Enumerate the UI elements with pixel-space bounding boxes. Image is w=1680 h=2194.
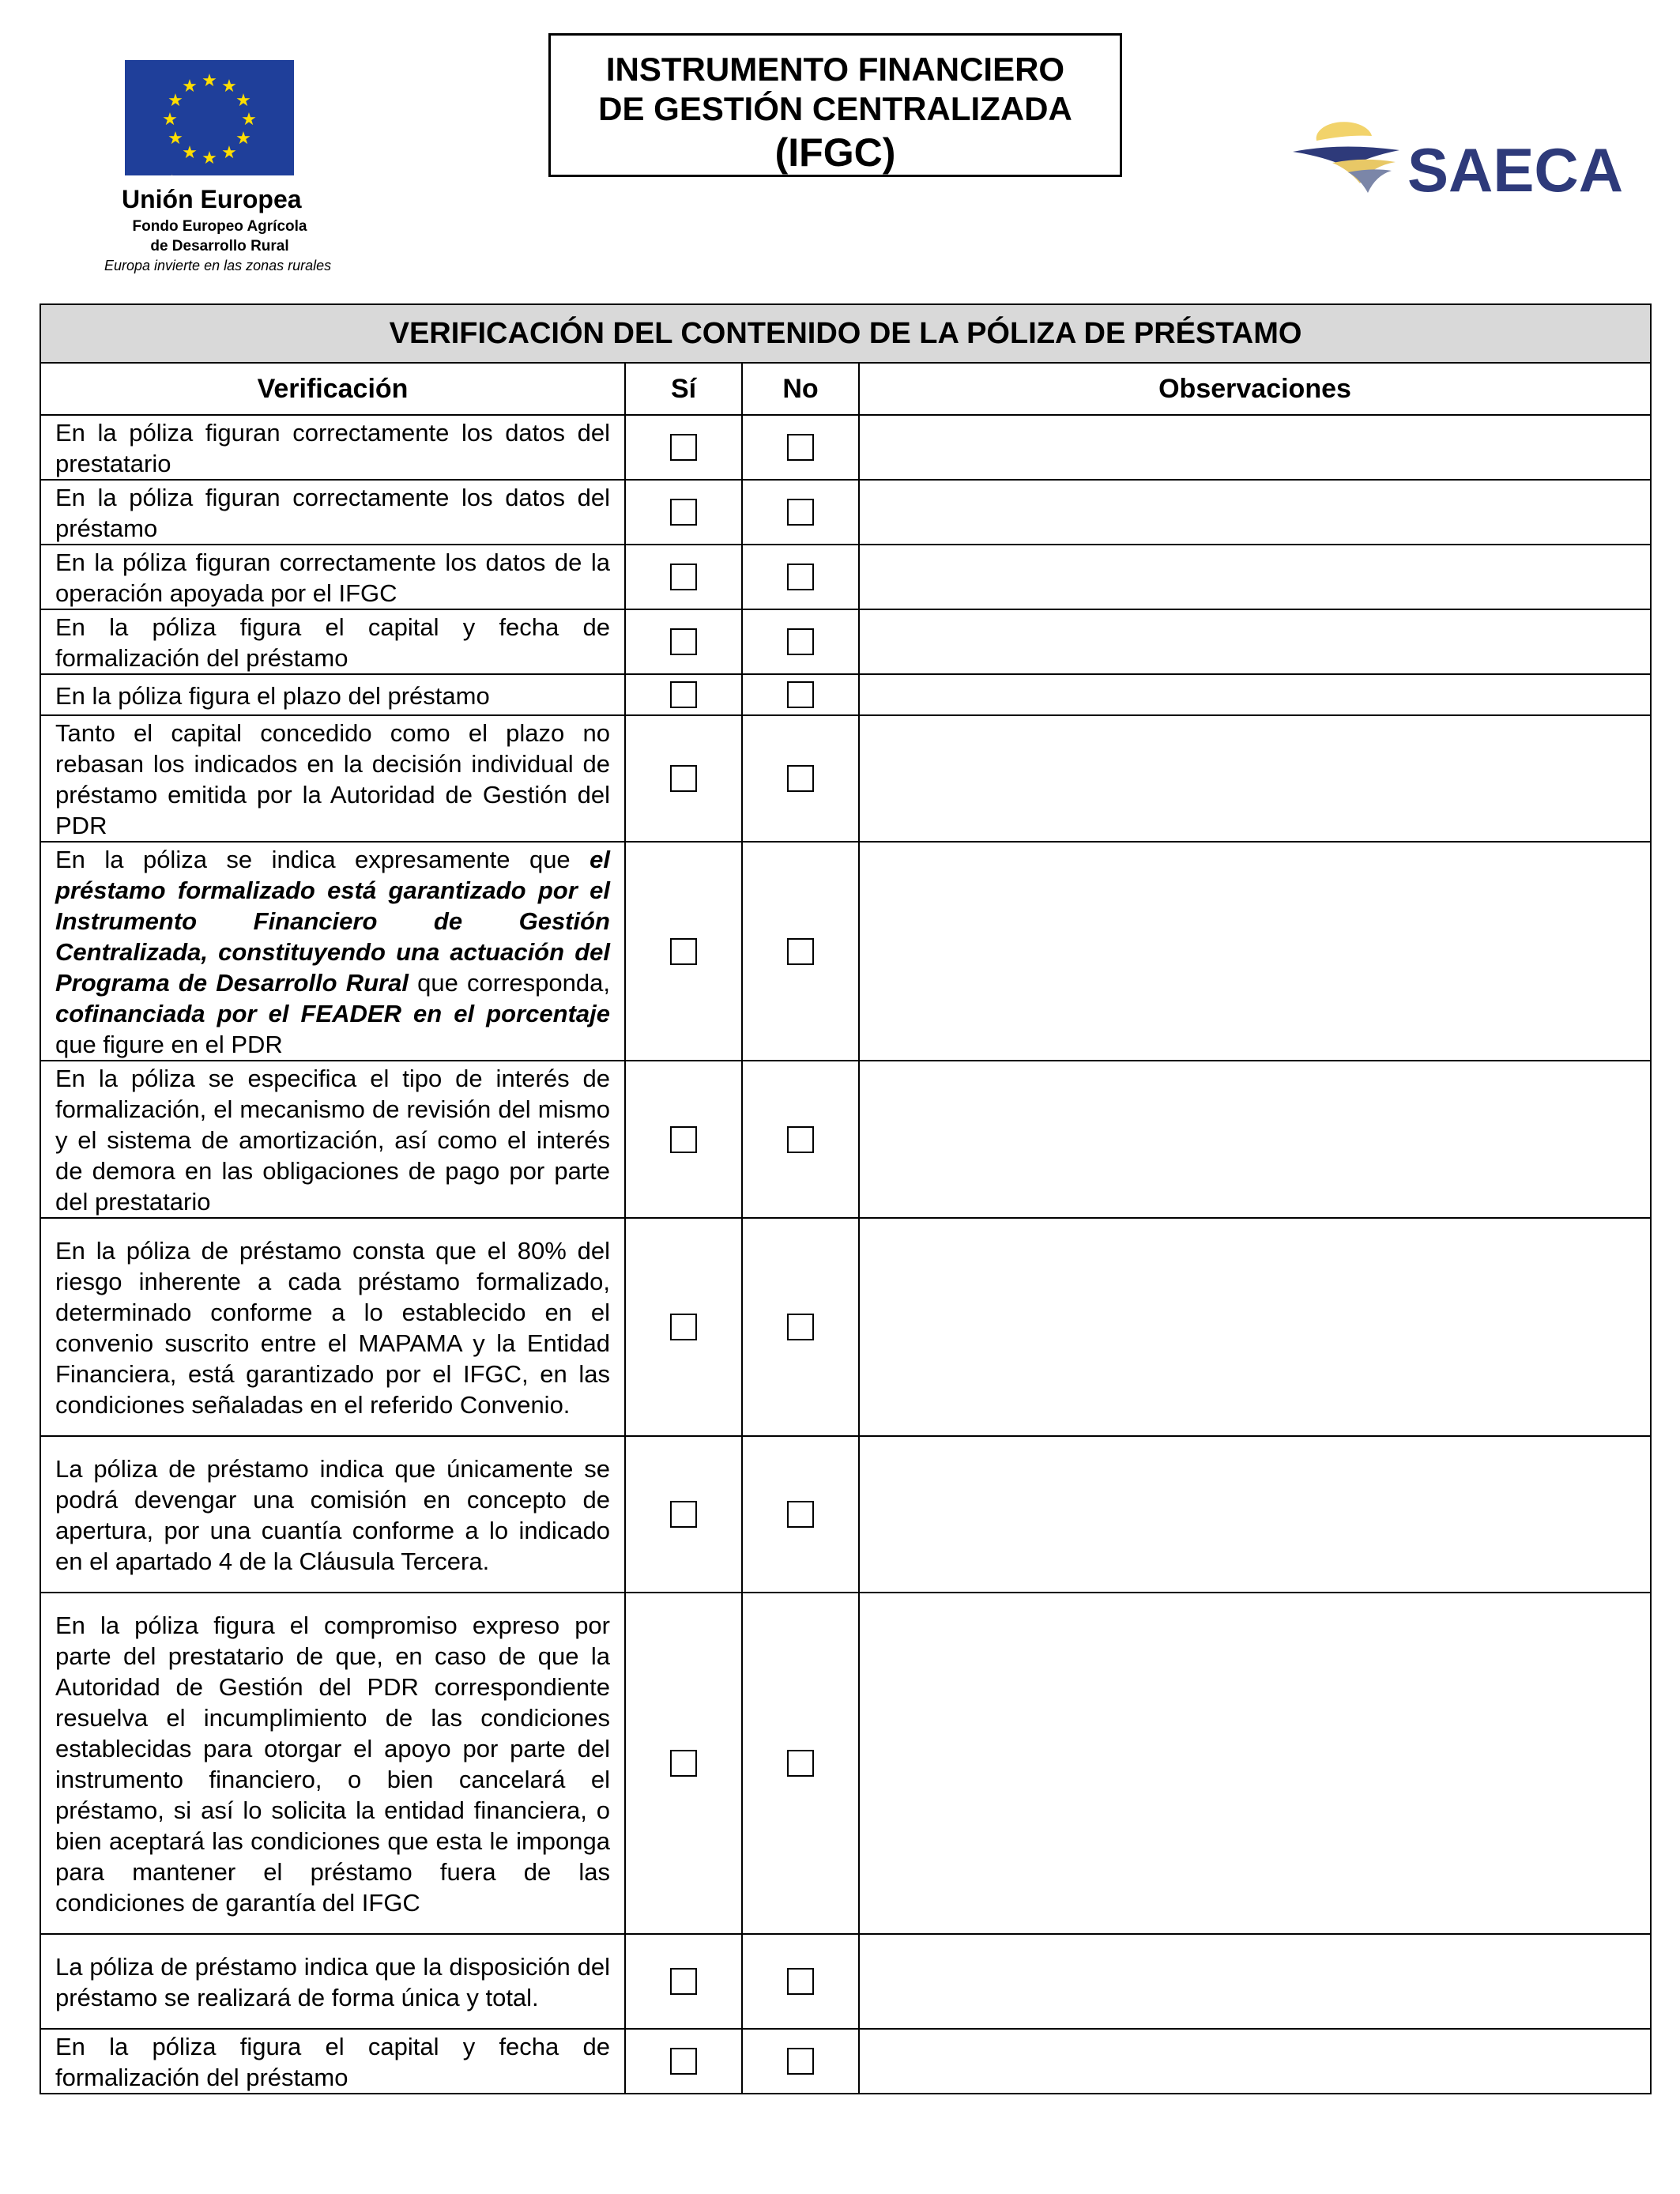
verification-text: La póliza de préstamo indica que la disposición del préstamo se realizará de forma única y total. [40, 1934, 625, 2029]
column-header-verification: Verificación [40, 363, 625, 415]
yes-checkbox[interactable] [670, 499, 697, 526]
yes-checkbox[interactable] [670, 1968, 697, 1995]
yes-checkbox[interactable] [670, 938, 697, 965]
table-row [40, 715, 1651, 842]
observations-field[interactable] [859, 609, 1651, 674]
yes-checkbox[interactable] [670, 765, 697, 792]
svg-text:★: ★ [221, 143, 237, 163]
no-checkbox[interactable] [787, 499, 814, 526]
table-row [40, 1934, 1651, 2029]
verification-text: En la póliza figura el compromiso expreso por parte del prestatario de que, en caso de que la Autoridad de Gestión del PDR correspondiente resuelva el incumplimiento de las condiciones establecidas para otorgar el apoyo por parte del instrumento financiero, o bien cancelará el préstamo, si así lo solicita la entidad financiera, o bien aceptará las condiciones que esta le imponga para mantener el préstamo fuera de las condiciones de garantía del IFGC [40, 1593, 625, 1934]
table-row [40, 415, 1651, 480]
verification-text: En la póliza figura el capital y fecha de formalización del préstamo [40, 2029, 625, 2094]
table-row [40, 545, 1651, 609]
observations-field[interactable] [859, 1934, 1651, 2029]
eu-logo-tagline: Europa invierte en las zonas rurales [104, 258, 332, 273]
title-line-2: DE GESTIÓN CENTRALIZADA [598, 90, 1072, 127]
observations-field[interactable] [859, 415, 1651, 480]
table-row [40, 674, 1651, 715]
no-checkbox[interactable] [787, 1968, 814, 1995]
table-title: VERIFICACIÓN DEL CONTENIDO DE LA PÓLIZA DE PRÉSTAMO [40, 304, 1651, 363]
no-checkbox[interactable] [787, 1314, 814, 1340]
table-row [40, 1436, 1651, 1593]
svg-text:★: ★ [162, 110, 178, 130]
yes-checkbox[interactable] [670, 1314, 697, 1340]
yes-checkbox[interactable] [670, 2048, 697, 2075]
svg-text:★: ★ [235, 129, 251, 149]
observations-field[interactable] [859, 545, 1651, 609]
verification-text: En la póliza figuran correctamente los datos de la operación apoyada por el IFGC [40, 545, 625, 609]
verification-text: En la póliza se especifica el tipo de interés de formalización, el mecanismo de revisión del mismo y el sistema de amortización, así como el interés de demora en las obligaciones de pago por parte del prestatario [40, 1061, 625, 1218]
observations-field[interactable] [859, 1436, 1651, 1593]
observations-field[interactable] [859, 715, 1651, 842]
observations-field[interactable] [859, 674, 1651, 715]
svg-text:★: ★ [182, 77, 198, 96]
svg-text:★: ★ [241, 110, 257, 130]
svg-text:★: ★ [168, 91, 183, 111]
table-row [40, 2029, 1651, 2094]
yes-checkbox[interactable] [670, 681, 697, 708]
eu-logo-title: Unión Europea [122, 185, 302, 213]
column-header-observations: Observaciones [859, 363, 1651, 415]
eu-logo-subtitle: Fondo Europeo Agrícola de Desarrollo Rural [132, 218, 307, 254]
no-checkbox[interactable] [787, 434, 814, 461]
verification-text: La póliza de préstamo indica que únicamente se podrá devengar una comisión en concepto de apertura, por una cuantía conforme a lo indicado en el apartado 4 de la Cláusula Tercera. [40, 1436, 625, 1593]
yes-checkbox[interactable] [670, 628, 697, 655]
observations-field[interactable] [859, 1593, 1651, 1934]
verification-text: En la póliza de préstamo consta que el 80% del riesgo inherente a cada préstamo formalizado, determinado conforme a lo establecido en el convenio suscrito entre el MAPAMA y la Entidad Financiera, está garantizado por el IFGC, en las condiciones señaladas en el referido Convenio. [40, 1218, 625, 1436]
svg-text:★: ★ [182, 143, 198, 163]
verification-text: Tanto el capital concedido como el plazo no rebasan los indicados en la decisión individual de préstamo emitida por la Autoridad de Gestión del PDR [40, 715, 625, 842]
saeca-sun-icon [1317, 122, 1372, 141]
document-title-box [548, 33, 1122, 177]
table-row [40, 480, 1651, 545]
column-header-no: No [742, 363, 859, 415]
verification-table [40, 303, 1652, 2094]
table-row [40, 1218, 1651, 1436]
verification-text: En la póliza figuran correctamente los datos del prestatario [40, 415, 625, 480]
no-checkbox[interactable] [787, 681, 814, 708]
no-checkbox[interactable] [787, 1126, 814, 1153]
saeca-wordmark: SAECA [1407, 135, 1624, 205]
saeca-logo [1293, 119, 1648, 213]
table-row [40, 609, 1651, 674]
no-checkbox[interactable] [787, 938, 814, 965]
yes-checkbox[interactable] [670, 564, 697, 590]
no-checkbox[interactable] [787, 2048, 814, 2075]
no-checkbox[interactable] [787, 628, 814, 655]
no-checkbox[interactable] [787, 564, 814, 590]
observations-field[interactable] [859, 1218, 1651, 1436]
yes-checkbox[interactable] [670, 434, 697, 461]
column-header-yes: Sí [625, 363, 742, 415]
eu-flag-icon [125, 60, 294, 175]
observations-field[interactable] [859, 1061, 1651, 1218]
verification-text: En la póliza figuran correctamente los datos del préstamo [40, 480, 625, 545]
title-line-3: (IFGC) [774, 130, 896, 175]
no-checkbox[interactable] [787, 1501, 814, 1528]
verification-text: En la póliza se indica expresamente que el préstamo formalizado está garantizado por el Instrumento Financiero de Gestión Centralizada, constituyendo una actuación del Programa de Desarrollo Rural que corresponda, cofinanciada por el FEADER en el porcentaje que figure en el PDR [40, 842, 625, 1061]
verification-text: En la póliza figura el capital y fecha de formalización del préstamo [40, 609, 625, 674]
no-checkbox[interactable] [787, 765, 814, 792]
table-row [40, 842, 1651, 1061]
yes-checkbox[interactable] [670, 1126, 697, 1153]
yes-checkbox[interactable] [670, 1501, 697, 1528]
observations-field[interactable] [859, 842, 1651, 1061]
verification-text: En la póliza figura el plazo del préstamo [40, 674, 625, 715]
yes-checkbox[interactable] [670, 1750, 697, 1777]
title-line-1: INSTRUMENTO FINANCIERO [605, 51, 1065, 88]
no-checkbox[interactable] [787, 1750, 814, 1777]
observations-field[interactable] [859, 2029, 1651, 2094]
svg-text:★: ★ [235, 91, 251, 111]
svg-text:★: ★ [221, 77, 237, 96]
table-row [40, 1061, 1651, 1218]
svg-text:★: ★ [202, 71, 217, 91]
svg-text:★: ★ [168, 129, 183, 149]
observations-field[interactable] [859, 480, 1651, 545]
svg-text:★: ★ [202, 149, 217, 168]
table-row [40, 1593, 1651, 1934]
